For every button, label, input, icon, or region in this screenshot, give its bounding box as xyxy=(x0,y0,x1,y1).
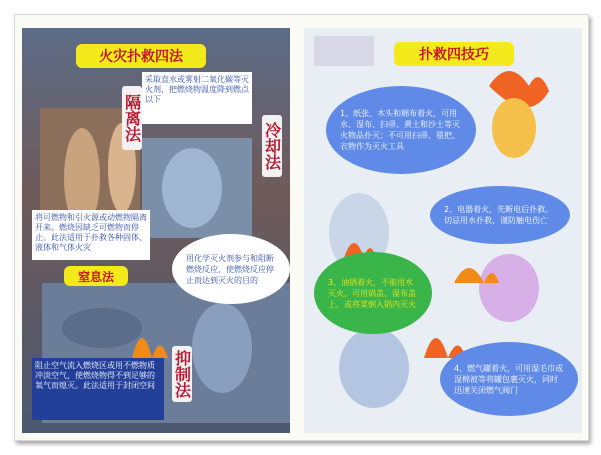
method-isolation-label: 隔离法 xyxy=(122,86,142,150)
smother-description: 阻止空气流入燃烧区或用不燃物质冲淡空气，使燃烧物得不到足够的氧气而熄灭。此法适用于封闭空间 xyxy=(32,358,164,420)
method-smother-label: 窒息法 xyxy=(64,266,128,286)
left-title: 火灾扑救四法 xyxy=(76,44,206,68)
tip-2: 2、电器着火，先断电后扑救。切忌用水扑救，谨防触电伤亡 xyxy=(430,186,570,244)
method-suppress-label: 抑制法 xyxy=(172,346,192,402)
isolation-description: 将可燃物和引火源或动燃物隔离开来。燃烧因缺乏可燃物而停止。此法适用于扑救各种固体、液体和气体火灾 xyxy=(32,210,150,260)
tip-3: 3、油锅着火，不能用水灭火，可用锅盖、湿布盖上，或将菜倒入锅内灭火 xyxy=(314,252,432,334)
left-panel xyxy=(22,28,290,433)
right-title: 扑救四技巧 xyxy=(394,42,514,66)
right-panel xyxy=(304,28,582,433)
method-cooling-label: 冷却法 xyxy=(262,115,282,177)
tip-1: 1、纸张、木头和棉布着火，可用水、湿布、扫帚、黄土和沙土等灭火物品扑灭；不可用扫帚、毯把、衣物作为灭火工具 xyxy=(326,86,476,174)
tip-4: 4、燃气罐着火，可用湿毛巾或湿棉被等将罐包裹灭火，同时迅速关闭燃气阀门 xyxy=(440,342,578,416)
suppress-description: 用化学灭火剂参与和阻断燃烧反应，使燃烧反应停止而达到灭火的目的 xyxy=(172,234,290,304)
cooling-description: 采取直水或雾射二氧化碳等灭火剂，把燃烧物温度降到燃点以下 xyxy=(142,72,252,124)
